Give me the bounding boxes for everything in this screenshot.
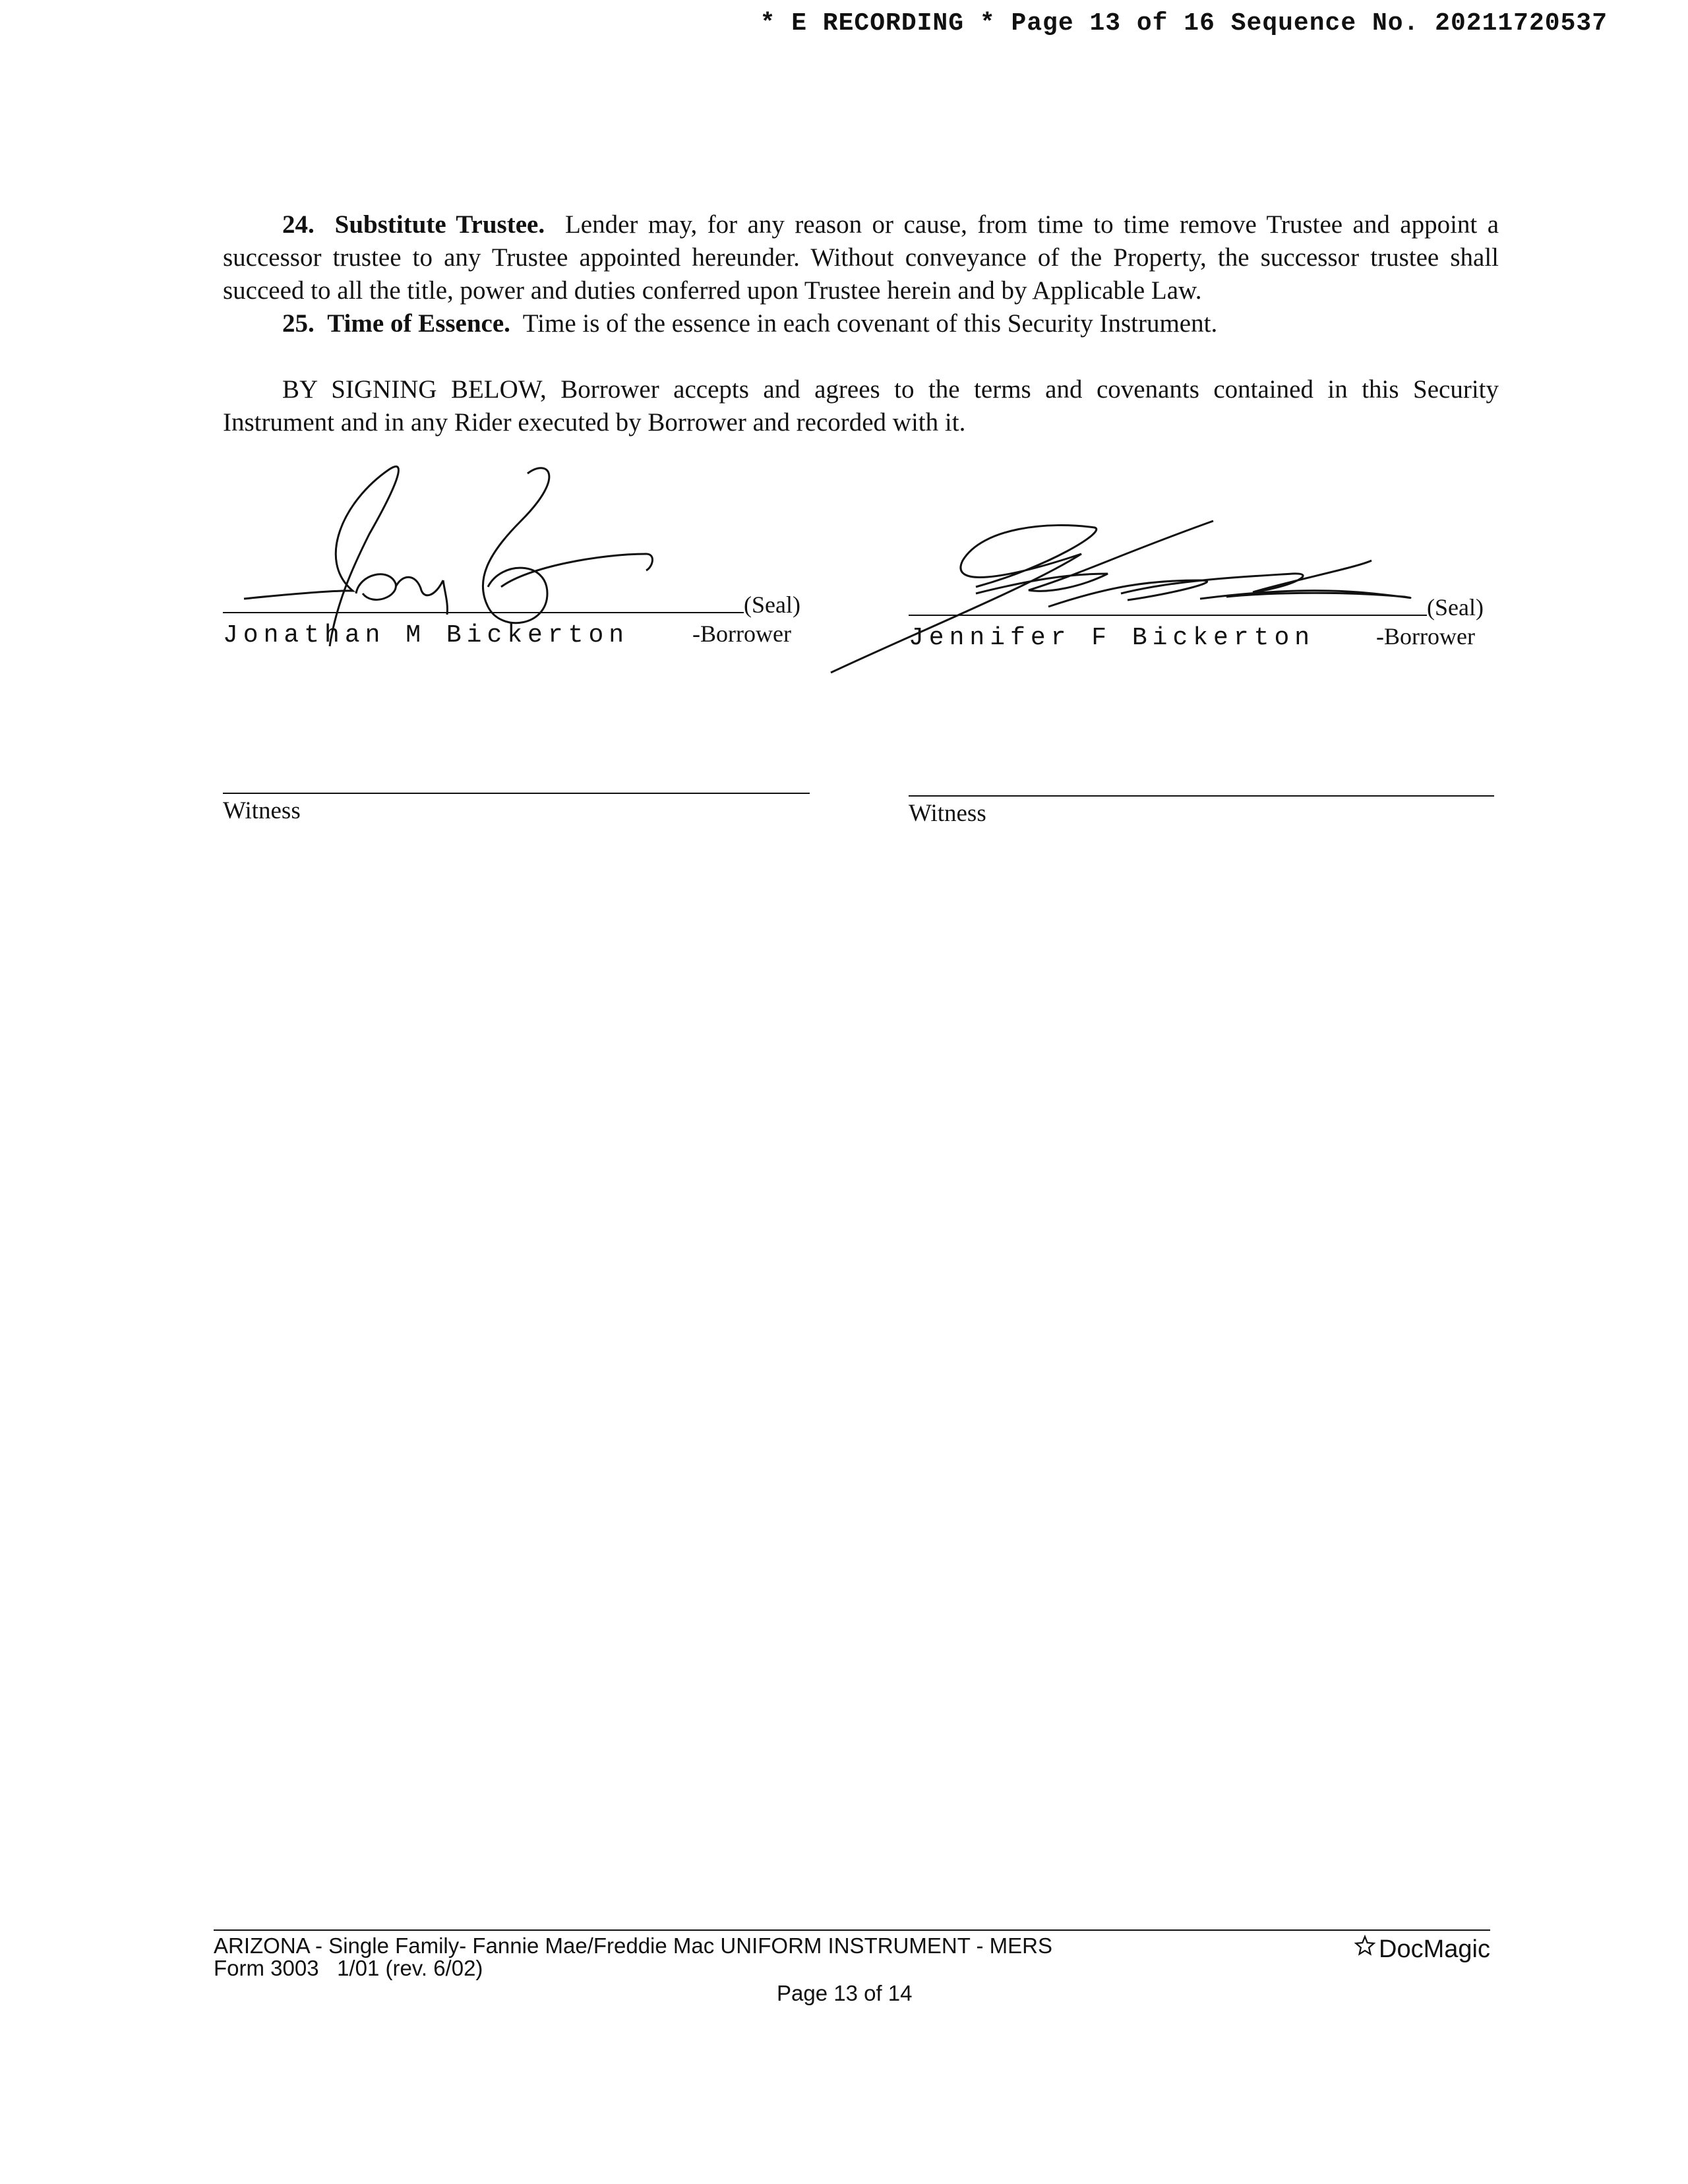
witness-line-2 [909, 795, 1494, 797]
signer-role-2: -Borrower [1376, 623, 1475, 650]
seal-label-2: (Seal) [1427, 594, 1484, 621]
section-25-title: Time of Essence. [327, 309, 510, 338]
footer-form-line-1: ARIZONA - Single Family- Fannie Mae/Freddie Mac UNIFORM INSTRUMENT - MERS [214, 1933, 1052, 1958]
signing-statement [223, 373, 1499, 439]
section-25-number: 25. [282, 309, 315, 338]
signature-line-2 [909, 615, 1427, 616]
witness-label-2: Witness [909, 800, 986, 827]
footer-form-line-2: Form 3003 1/01 (rev. 6/02) [214, 1956, 483, 1980]
section-24-title: Substitute Trustee. [334, 210, 545, 239]
signer-name-1: Jonathan M Bickerton [223, 621, 630, 650]
recording-header: * E RECORDING * Page 13 of 16 Sequence No. 20211720537 [760, 9, 1608, 38]
star-icon [1354, 1935, 1376, 1964]
footer-page-number: Page 13 of 14 [777, 1981, 913, 2005]
section-24-text: Lender may, for any reason or cause, from time to time remove Trustee and appoint a successor trustee to any Trustee appointed hereunder. Without conveyance of the Property, the successor trustee shall succeed to all the title, power and duties conferred upon Trustee herein and by Applicable Law. [223, 210, 1499, 305]
signature-line-1 [223, 612, 744, 613]
signer-role-1: -Borrower [692, 621, 791, 647]
section-25-text: Time is of the essence in each covenant of this Security Instrument. [522, 309, 1218, 338]
witness-line-1 [223, 793, 810, 794]
docmagic-logo [1354, 1935, 1490, 1964]
signer-name-2: Jennifer F Bickerton [909, 624, 1315, 652]
witness-label-1: Witness [223, 797, 301, 824]
seal-label-1: (Seal) [744, 592, 800, 618]
signature-jennifer [831, 514, 1464, 686]
footer-rule [214, 1929, 1490, 1931]
section-24-number: 24. [282, 210, 315, 239]
brand-name: DocMagic [1379, 1935, 1490, 1963]
section-24 [223, 208, 1499, 307]
section-25 [223, 307, 1499, 340]
signing-statement-text: BY SIGNING BELOW, Borrower accepts and agrees to the terms and covenants contained in this Security Instrument and in any Rider executed by Borrower and recorded with it. [223, 375, 1499, 437]
